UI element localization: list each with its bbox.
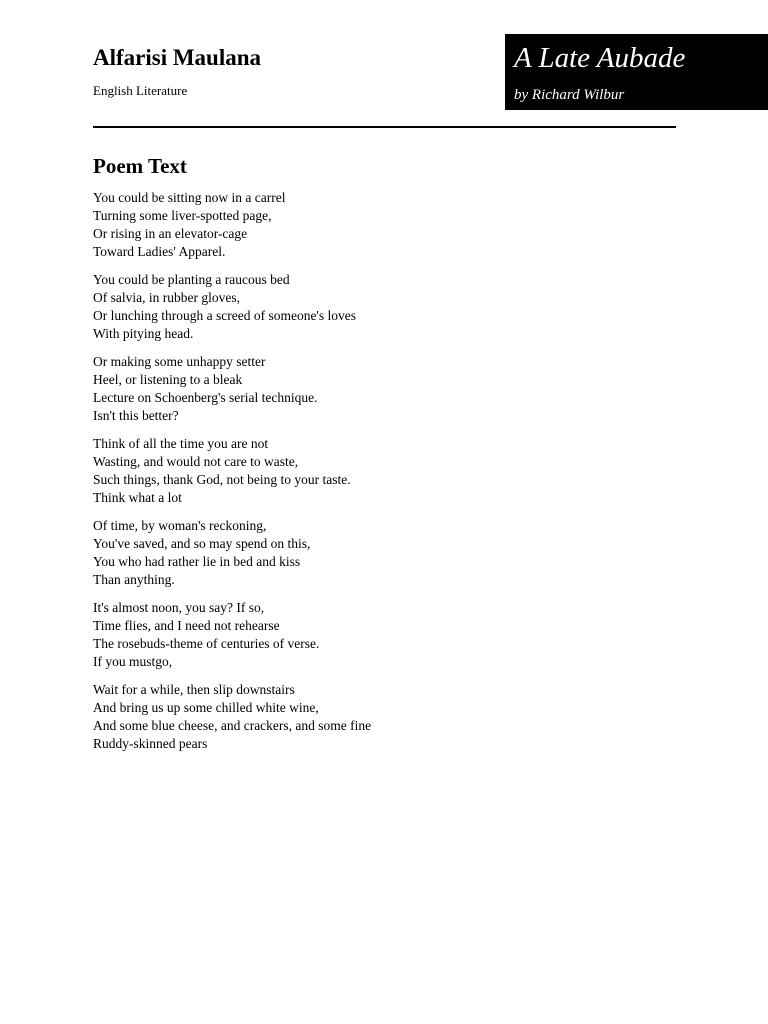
poem-author: by Richard Wilbur — [514, 87, 625, 103]
poem-line: Lecture on Schoenberg's serial technique. — [93, 390, 318, 405]
poem-line: You've saved, and so may spend on this, — [93, 536, 311, 551]
poem-line: Think of all the time you are not — [93, 436, 269, 451]
poem-line: The rosebuds-theme of centuries of verse. — [93, 636, 320, 651]
poem-line: Isn't this better? — [93, 408, 179, 423]
poem-line: Toward Ladies' Apparel. — [93, 244, 226, 259]
poem-line: Wasting, and would not care to waste, — [93, 454, 299, 469]
poem-line: Of time, by woman's reckoning, — [93, 518, 267, 533]
poem-line: You who had rather lie in bed and kiss — [93, 554, 301, 569]
poem-line: Or lunching through a screed of someone's loves — [93, 308, 356, 323]
stanza-1 — [93, 189, 693, 261]
poem-line: Or rising in an elevator-cage — [93, 226, 248, 241]
poem-line: Than anything. — [93, 572, 175, 587]
poem-line: If you mustgo, — [93, 654, 173, 669]
poem-line: And some blue cheese, and crackers, and some fine — [93, 718, 372, 733]
poem-line: Wait for a while, then slip downstairs — [93, 682, 295, 697]
poem-line: Heel, or listening to a bleak — [93, 372, 243, 387]
course-name: English Literature — [93, 83, 188, 98]
poem-line: Of salvia, in rubber gloves, — [93, 290, 240, 305]
poem-line: It's almost noon, you say? If so, — [93, 600, 265, 615]
poem-line: Or making some unhappy setter — [93, 354, 266, 369]
stanza-5 — [93, 517, 693, 589]
poem-line: You could be sitting now in a carrel — [93, 190, 286, 205]
poem-line: You could be planting a raucous bed — [93, 272, 290, 287]
poem-line: With pitying head. — [93, 326, 194, 341]
stanza-3 — [93, 353, 693, 425]
poem-body — [93, 189, 693, 763]
header-divider — [93, 126, 676, 128]
section-heading: Poem Text — [93, 154, 187, 178]
poem-line: Such things, thank God, not being to your taste. — [93, 472, 351, 487]
author-name: Alfarisi Maulana — [93, 45, 262, 70]
poem-line: Turning some liver-spotted page, — [93, 208, 272, 223]
poem-line: Ruddy-skinned pears — [93, 736, 208, 751]
poem-line: And bring us up some chilled white wine, — [93, 700, 319, 715]
stanza-7 — [93, 681, 693, 753]
stanza-6 — [93, 599, 693, 671]
poem-title: A Late Aubade — [514, 42, 686, 74]
title-box — [505, 34, 768, 110]
stanza-4 — [93, 435, 693, 507]
poem-line: Think what a lot — [93, 490, 182, 505]
poem-line: Time flies, and I need not rehearse — [93, 618, 280, 633]
stanza-2 — [93, 271, 693, 343]
